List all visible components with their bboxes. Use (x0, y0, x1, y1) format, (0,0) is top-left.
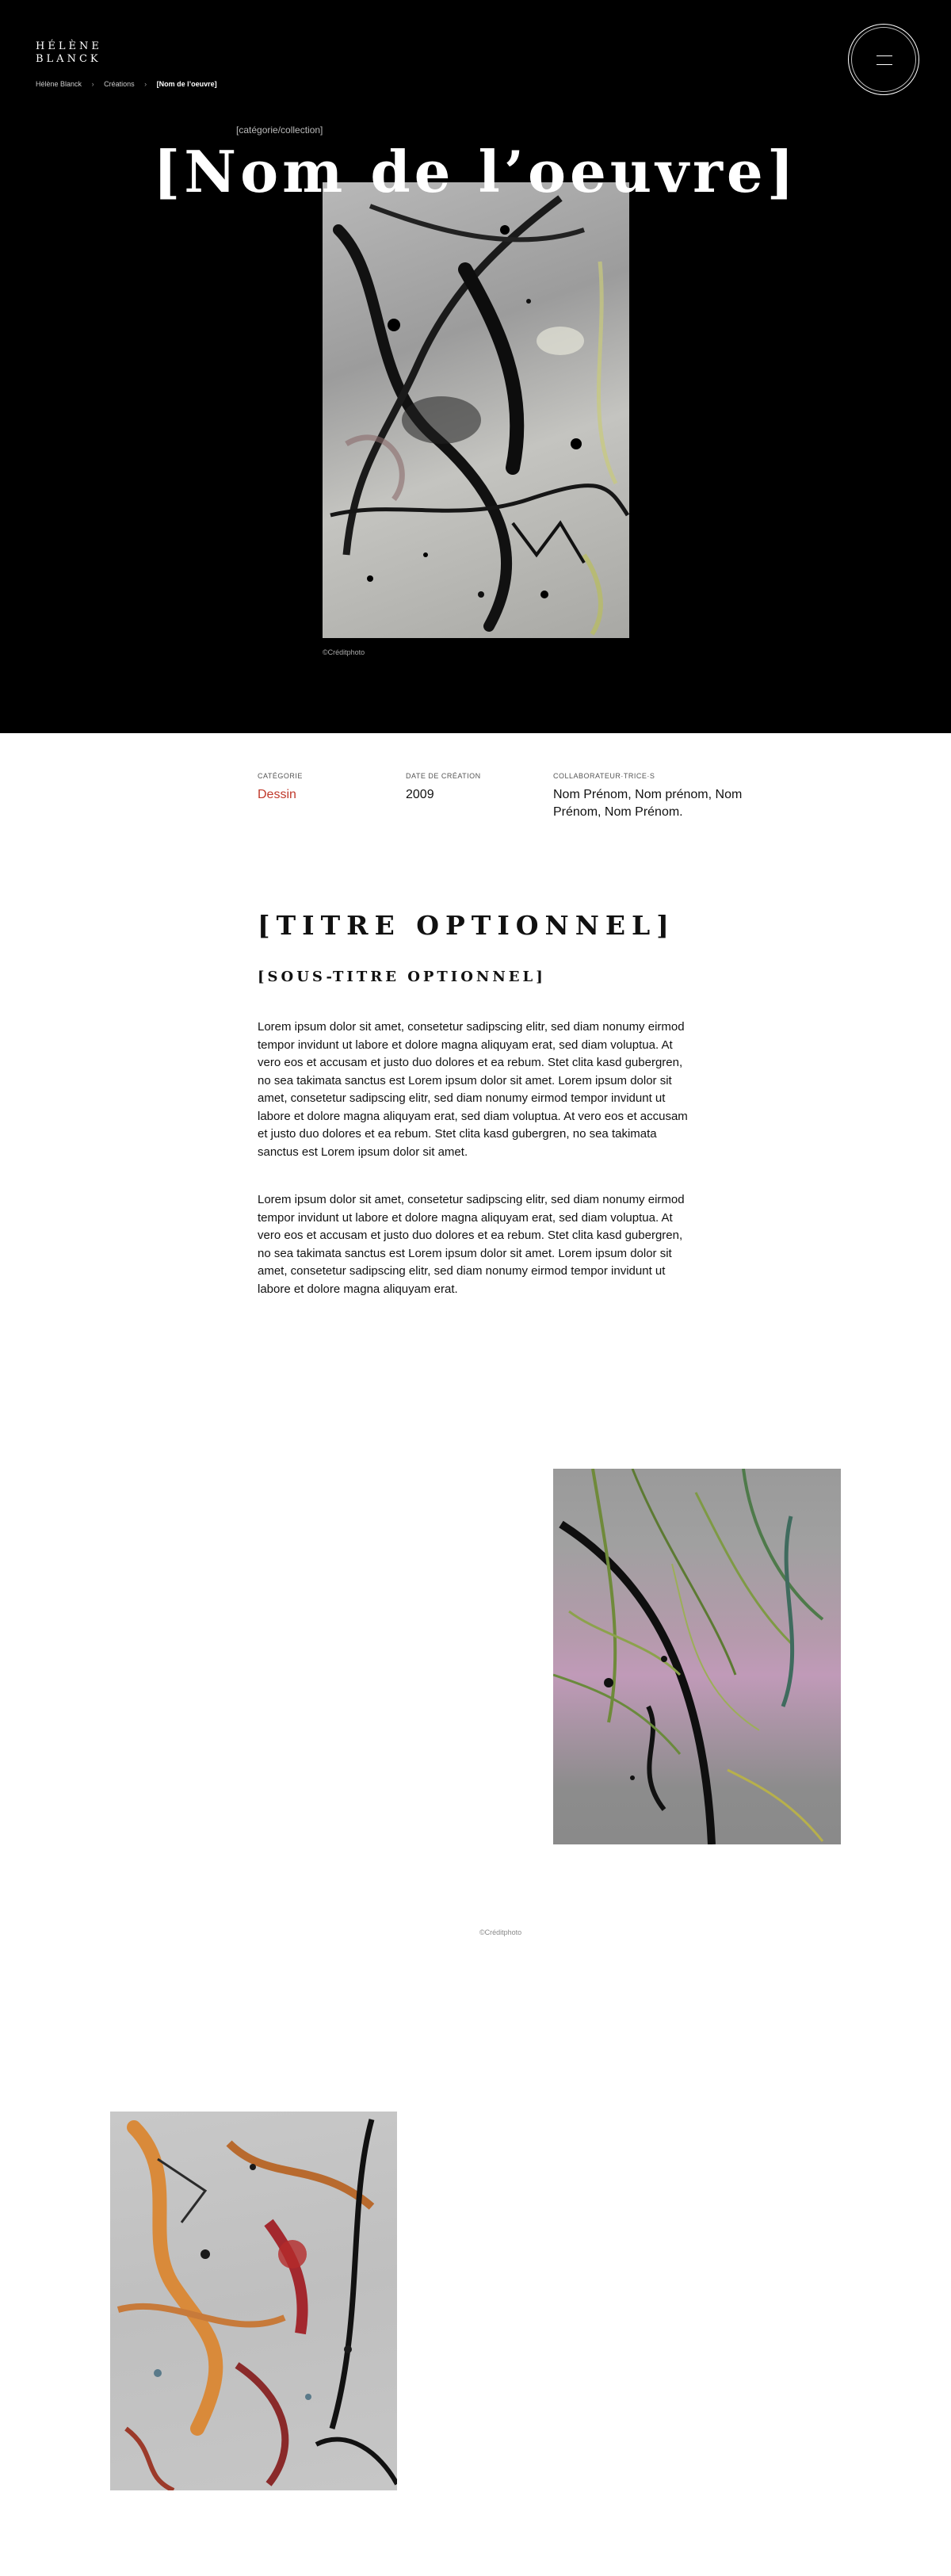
breadcrumb-section[interactable]: Créations (104, 79, 135, 88)
chevron-right-icon: › (91, 79, 94, 88)
menu-ring (851, 27, 916, 92)
artwork-image-3 (110, 2112, 397, 2490)
body-paragraph-1: Lorem ipsum dolor sit amet, consetetur sadipscing elitr, sed diam nonumy eirmod tempor invidunt ut labore et dolore magna aliquyam erat, sed diam voluptua. At vero eos et accusam et justo duo dolores et ea rebum. Stet clita kasd gubergren, no sea takimata sanctus est Lorem ipsum dolor sit amet. Lorem ipsum dolor sit amet, consetetur sadipscing elitr, sed diam nonumy eirmod tempor invidunt ut labore et dolore magna aliquyam erat, sed diam voluptua. At vero eos et accusam et justo duo dolores et ea rebum. Stet clita kasd gubergren, no sea takimata sanctus est Lorem ipsum dolor sit amet. (258, 1020, 688, 1159)
artwork-main-graphic (323, 182, 629, 638)
site-logo[interactable] (36, 40, 102, 66)
meta-category-value[interactable]: Dessin (258, 788, 296, 801)
hero-section (0, 0, 951, 733)
meta-date-value: 2009 (406, 788, 434, 801)
artwork-2-graphic (553, 1469, 841, 1844)
hamburger-menu-icon (877, 55, 892, 56)
image-credit: ©Créditphoto (323, 648, 365, 656)
meta-collab-value: Nom Prénom, Nom prénom, Nom Prénom, Nom Prénom. (553, 788, 743, 819)
meta-collaborators (553, 772, 759, 821)
artwork-3-graphic (110, 2112, 397, 2490)
image-2-credit: ©Créditphoto (479, 1928, 522, 1936)
breadcrumb (36, 79, 217, 88)
chevron-right-icon: › (144, 79, 147, 88)
optional-subtitle: [SOUS-TITRE OPTIONNEL] (258, 969, 546, 985)
meta-category-label: CATÉGORIE (258, 772, 303, 780)
hamburger-menu-icon-bar (877, 64, 892, 65)
optional-title: [TITRE OPTIONNEL] (258, 910, 675, 941)
meta-date-label: DATE DE CRÉATION (406, 772, 481, 780)
breadcrumb-home[interactable]: Hélène Blanck (36, 79, 82, 88)
meta-category (258, 772, 392, 804)
artwork-image-2 (553, 1469, 841, 1844)
breadcrumb-current: [Nom de l’oeuvre] (156, 79, 217, 88)
logo-line-2: BLANCK (36, 53, 101, 65)
work-title: [Nom de l’oeuvre] (153, 138, 798, 205)
logo-line-1: HÉLÈNE (36, 40, 102, 52)
artwork-main-image (323, 182, 629, 638)
work-category: [catégorie/collection] (236, 124, 323, 136)
meta-collab-label: COLLABORATEUR·TRICE·S (553, 772, 655, 780)
body-paragraph-2: Lorem ipsum dolor sit amet, consetetur sadipscing elitr, sed diam nonumy eirmod tempor invidunt ut labore et dolore magna aliquyam erat, sed diam voluptua. At vero eos et accusam et justo duo dolores et ea rebum. Stet clita kasd gubergren, no sea takimata sanctus est Lorem ipsum dolor sit amet. Lorem ipsum dolor sit amet, consetetur sadipscing elitr, sed diam nonumy eirmod tempor invidunt ut labore et dolore magna aliquyam erat. (258, 1193, 685, 1296)
menu-button[interactable] (848, 24, 919, 95)
meta-date (406, 772, 540, 804)
